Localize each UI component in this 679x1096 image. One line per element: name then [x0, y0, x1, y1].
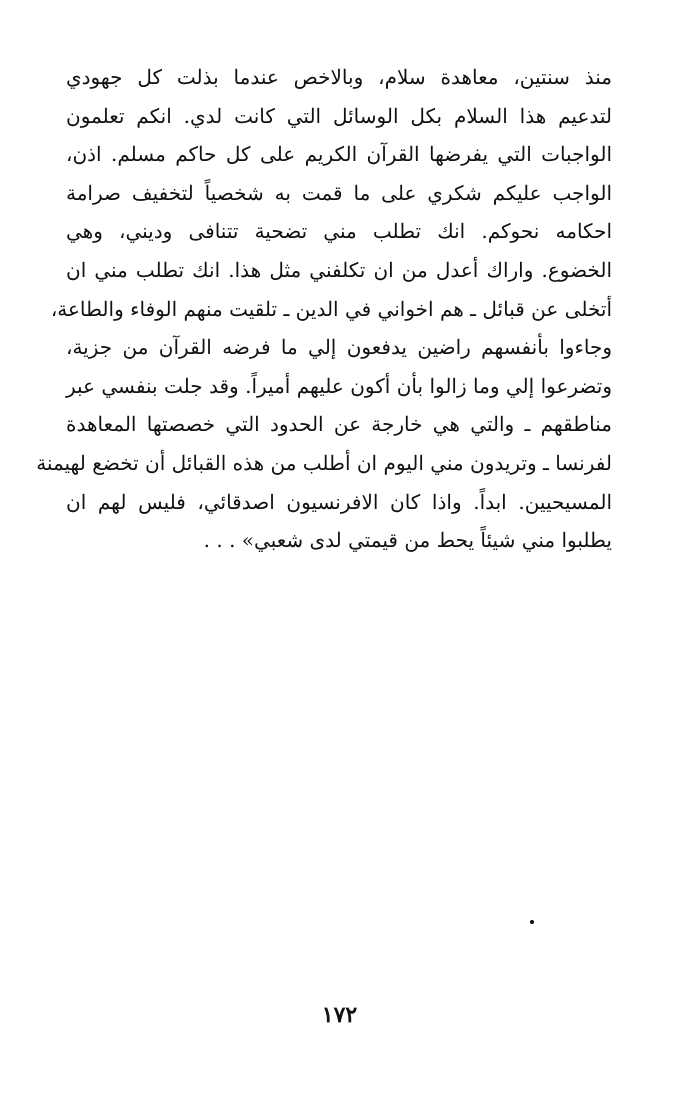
text-line: المسيحيين. ابداً. واذا كان الافرنسيون اصدقائي، فليس لهم ان — [66, 489, 612, 514]
text-line: مناطقهم ـ والتي هي خارجة عن الحدود التي خصصتها المعاهدة — [66, 412, 612, 437]
text-line: لفرنسا ـ وتريدون مني اليوم ان أطلب من هذه القبائل أن تخضع لهيمنة — [36, 450, 612, 475]
text-line: لتدعيم هذا السلام بكل الوسائل التي كانت لدي. انكم تعلمون — [66, 103, 612, 128]
text-line: وتضرعوا إلي وما زالوا بأن أكون عليهم أميراً. وقد جلت بنفسي عبر — [66, 373, 612, 398]
text-line-last: يطلبوا مني شيئاً يحط من قيمتي لدى شعبي» . . . — [203, 528, 612, 553]
text-line: الخضوع. واراك أعدل من ان تكلفني مثل هذا. انك تطلب مني ان — [66, 257, 612, 282]
text-line: احكامه نحوكم. انك تطلب مني تضحية تتنافى وديني، وهي — [66, 219, 612, 244]
text-line: أتخلى عن قبائل ـ هم اخواني في الدين ـ تلقيت منهم الوفاء والطاعة، — [50, 296, 612, 321]
ink-dot — [530, 920, 534, 924]
text-line: منذ سنتين، معاهدة سلام، وبالاخص عندما بذلت كل جهودي — [66, 65, 612, 89]
text-line: الواجبات التي يفرضها القرآن الكريم على كل حاكم مسلم. اذن، — [66, 142, 612, 167]
text-line: وجاءوا بأنفسهم راضين يدفعون إلي ما فرضه القرآن من جزية، — [66, 335, 612, 360]
body-text — [36, 58, 612, 560]
page-number: ١٧٢ — [321, 1002, 358, 1028]
text-line: الواجب عليكم شكري على ما قمت به شخصياً لتخفيف صرامة — [66, 180, 612, 205]
